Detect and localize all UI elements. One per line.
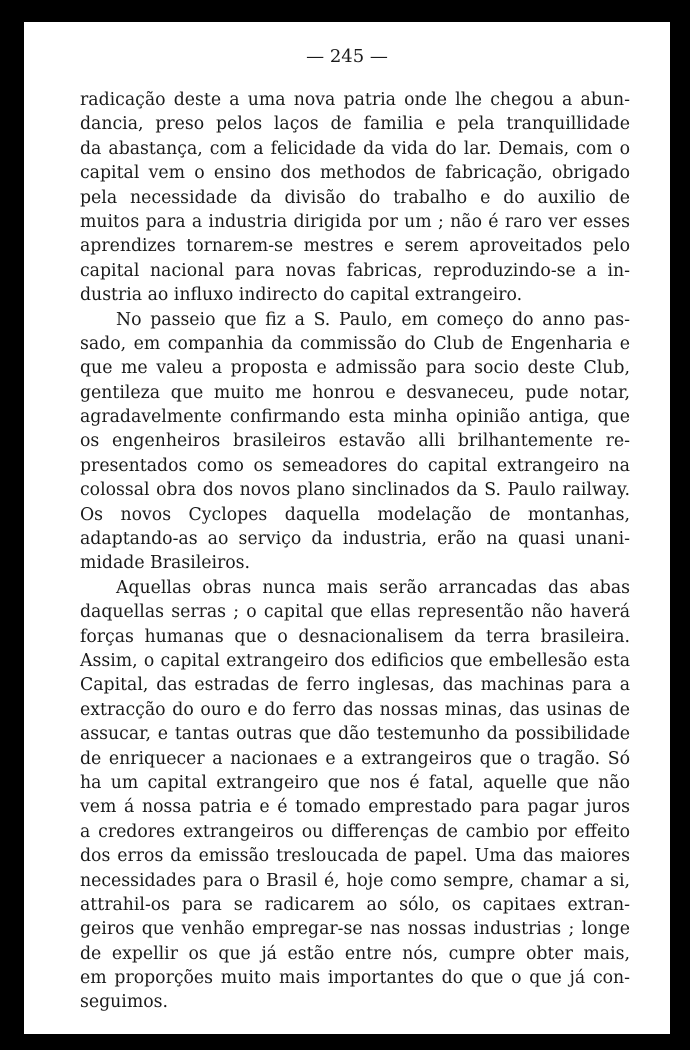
text-line: Capital, das estradas de ferro inglesas, das machinas para a xyxy=(80,675,630,696)
text-line: os engenheiros brasileiros estavão alli brilhantemente re- xyxy=(80,431,630,452)
text-line: geiros que venhão empregar-se nas nossas industrias ; longe xyxy=(80,919,630,940)
text-line: agradavelmente confirmando esta minha opinião antiga, que xyxy=(80,407,630,428)
paragraph-1 xyxy=(80,88,630,308)
text-line: forças humanas que o desnacionalisem da terra brasileira. xyxy=(80,626,630,647)
text-line: presentados como os semeadores do capital extrangeiro na xyxy=(80,455,630,476)
text-line: da abastança, com a felicidade da vida do lar. Demais, com o xyxy=(80,138,630,159)
text-line: attrahil-os para se radicarem ao sólo, os capitaes extran- xyxy=(80,894,630,915)
text-line: vem á nossa patria e é tomado emprestado para pagar juros xyxy=(80,797,630,818)
body-text xyxy=(80,88,630,1015)
text-line: dos erros da emissão tresloucada de papel. Uma das maiores xyxy=(80,846,630,867)
text-line: assucar, e tantas outras que dão testemunho da possibilidade xyxy=(80,724,630,745)
text-line: aprendizes tornarem-se mestres e serem aproveitados pelo xyxy=(80,236,630,257)
text-line: daquellas serras ; o capital que ellas representão não haverá xyxy=(80,602,630,623)
paragraph-3 xyxy=(80,576,630,1015)
text-line: Os novos Cyclopes daquella modelação de montanhas, xyxy=(80,504,630,525)
text-line: ha um capital extrangeiro que nos é fatal, aquelle que não xyxy=(80,772,630,793)
text-line: adaptando-as ao serviço da industria, erão na quasi unani- xyxy=(80,529,630,550)
text-line: radicação deste a uma nova patria onde lhe chegou a abun- xyxy=(80,90,630,110)
text-line: a credores extrangeiros ou differenças de cambio por effeito xyxy=(80,821,630,842)
text-line: capital vem o ensino dos methodos de fabricação, obrigado xyxy=(80,163,630,184)
text-line: dancia, preso pelos laços de familia e pela tranquillidade xyxy=(80,114,630,135)
book-page xyxy=(24,22,670,1034)
text-line: necessidades para o Brasil é, hoje como sempre, chamar a si, xyxy=(80,870,630,891)
paragraph-2 xyxy=(80,308,630,576)
text-line: que me valeu a proposta e admissão para socio deste Club, xyxy=(80,358,630,379)
text-line: dustria ao influxo indirecto do capital extrangeiro. xyxy=(80,285,523,306)
text-line: Assim, o capital extrangeiro dos edificios que embellesão esta xyxy=(80,650,630,671)
page-number: — 245 — xyxy=(306,46,388,67)
text-line: extracção do ouro e do ferro das nossas minas, das usinas de xyxy=(80,699,630,720)
text-line: seguimos. xyxy=(80,992,168,1013)
text-line: de expellir os que já estão entre nós, cumpre obter mais, xyxy=(80,943,630,964)
text-line: sado, em companhia da commissão do Club de Engenharia e xyxy=(80,333,630,354)
text-line: capital nacional para novas fabricas, reproduzindo-se a in- xyxy=(80,260,630,281)
text-line: em proporções muito mais importantes do que o que já con- xyxy=(80,968,630,989)
text-line: midade Brasileiros. xyxy=(80,553,251,574)
text-line: gentileza que muito me honrou e desvaneceu, pude notar, xyxy=(80,382,630,403)
text-line: de enriquecer a nacionaes e a extrangeiros que o tragão. Só xyxy=(80,748,630,769)
text-line: muitos para a industria dirigida por um ; não é raro ver esses xyxy=(80,211,630,232)
text-line: colossal obra dos novos plano sinclinados da S. Paulo railway. xyxy=(80,480,630,501)
text-line: No passeio que fiz a S. Paulo, em começo do anno pas- xyxy=(116,309,630,330)
text-line: pela necessidade da divisão do trabalho e do auxilio de xyxy=(80,187,630,208)
text-line: Aquellas obras nunca mais serão arrancadas das abas xyxy=(116,577,630,598)
